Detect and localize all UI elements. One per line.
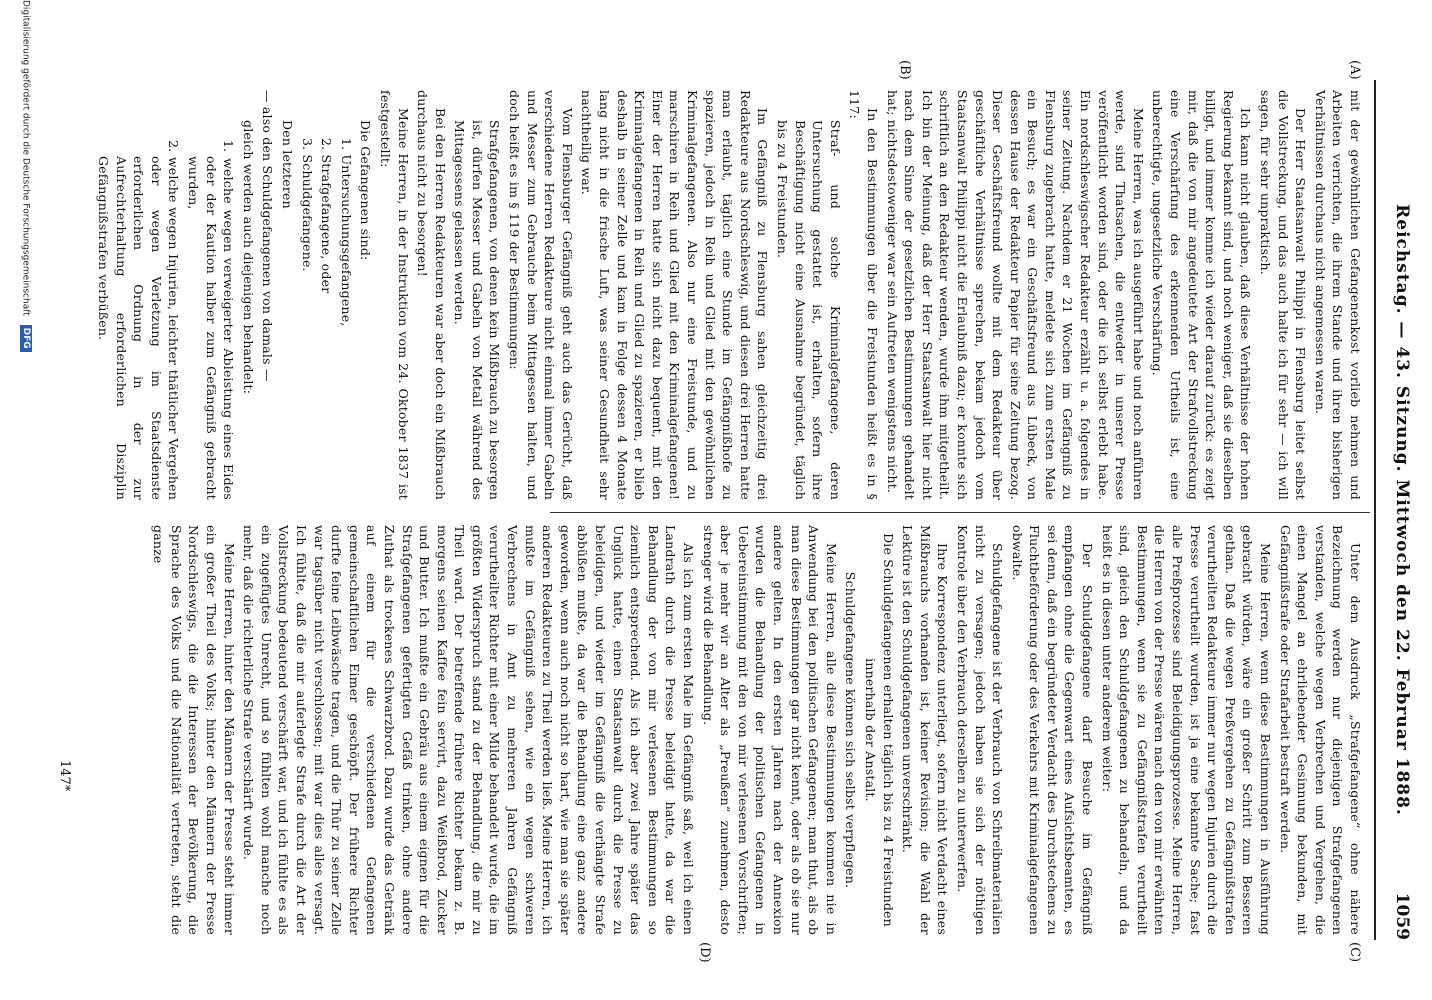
- paragraph: Straf- und solche Kriminalgefangene, deren Untersuchung gestattet ist, erhalten, sofern ihre Beschäftigung nicht eine Ausnahme begründet, täglich bis zu 4 Freistunden.: [775, 120, 843, 500]
- paragraph: Schuldgefangene ist der Verbrauch von Schreibmaterialien nicht zu versagen; jedoch haben sie sich der nöthigen Kontrole über den Verbrauch derselben zu unterwerfen.: [954, 525, 1006, 935]
- paragraph: Meine Herren, hinter den Männern der Presse steht immer ein großer Theil des Volks; hinter den Männern der Presse Nordschleswigs, die die Interessen der Bevölkerung, die Sprache des Volks und die Nationalität vertreten, steht die ganze: [151, 525, 237, 935]
- margin-marker-a: (A): [1347, 60, 1362, 80]
- digitization-text: Digitalisierung gefördert durch die Deutsche Forschungsgemeinschaft: [20, 0, 31, 316]
- paragraph: Meine Herren, in der Instruktion vom 24. Oktober 1837 ist festgestellt:: [377, 90, 411, 500]
- paragraph: Als ich zum ersten Male im Gefängniß saß, weil ich einen Landrath durch die Presse beleidigt hatte, da war die Behandlung der von mir verlesenen Bestimmungen so ziemlich entsprechend. Als ich aber zwei Jahre später das Unglück hatte, einen Staatsanwalt durch die Presse zu beleidigen, und wieder im Gefängniß die verhängte Strafe abbüßen mußte, da war die Behandlung eine ganz andere geworden, wenn auch noch nicht so hart, wie man sie später anderen Redakteuren zu Theil werden ließ. Meine Herren, ich mußte im Gefängniß sehen, wie ein wegen schweren Verbrechens in Amt zu mehreren Jahren Gefängniß verurtheilter Richter mit einer Milde behandelt wurde, die im größten Widerspruch stand zu der Behandlung, die mir zu Theil ward. Der betreffende frühere Richter bekam z. B. morgens seinen Kaffee fein servirt, dazu Weißbrod, Zucker und Butter. Ich mußte ein Gebräu aus einem eignen für die Strafgefangenen gefertigten Gefäß trinken, ohne andere Zuthat als trockenes Schwarzbrod. Dazu wurde das Getränk auf einem für die verschiedenen Gefangenen gemeinschaftlichen Eimer geschöpft. Der frühere Richter durfte feine Leibwäsche tragen, und die Thür zu seiner Zelle war tagsüber nicht verschlossen; mit war dies alles versagt. Ich fühlte, daß die mir auferlegte Strafe durch die Art der Vollstreckung bedeutend verschärft war, und ich fühlte es als ein zugefügtes Unrecht, und so fühlten wohl manche noch mehr, daß die richterliche Strafe verschärft wurde.: [241, 525, 697, 935]
- paragraph: Ihre Korrespondenz unterliegt, sofern nicht Verdacht eines Mißbrauchs vorhanden ist, keiner Revision; die Wahl der Lektüre ist den Schuldgefangenen unverschränkt.: [900, 525, 951, 935]
- paragraph: Ich kann nicht glauben, daß diese Verhältnisse der hohen Regierung bekannt sind, und noch weniger, daß sie dieselben billigt, und immer komme ich wieder darauf zurück: es zeigt mir, daß die von mir angedeutete Art der Strafvollstreckung eine Verschärfung des erkennenden Urtheils ist, eine unberechtigte, ungesetzliche Verschärfung.: [1150, 90, 1254, 500]
- paragraph: gleich werden auch diejenigen behandelt:: [240, 120, 256, 395]
- paragraph: 3. Schuldgefangene.: [299, 138, 315, 272]
- paragraph: 2. Strafgefangene, oder: [319, 138, 335, 294]
- paragraph: Meine Herren, alle diese Bestimmungen kommen nie in Anwendung bei den politischen Gefangenen; man thut, als ob man diese Bestimmungen gar nicht kennt, oder als ob sie nur andere gelten. In den ersten Jahren nach der Annexion wurden die Behandlung der politischen Gefangenen in Uebereinstimmung mit den von mir verlesenen Vorschriften; aber je mehr wir an Alter als „Preußen“ zunehmen, desto strenger wird die Behandlung.: [700, 525, 839, 935]
- header-rule: [1374, 80, 1376, 940]
- column-divider: [550, 512, 1370, 513]
- signature-mark: 147*: [57, 760, 72, 792]
- paragraph: In den Bestimmungen über die Freistunden heißt es in § 117:: [847, 90, 880, 500]
- paragraph: Unter dem Ausdruck „Strafgefangene“ ohne nähere Bezeichnung werden nur diejenigen Strafgefangenen verstanden, welche wegen Verbrechen und Vergehen, die einen Mangel an ehrliebender Gesinnung bekunden, mit Gefängnißstrafe oder Strafarbeit bestraft werden.: [1277, 525, 1363, 935]
- paragraph: Den letzteren: [279, 120, 295, 209]
- paragraph: Meine Herren, wenn diese Bestimmungen in Ausführung gebracht würden, wäre ein großer Schritt zum Besseren gethan. Daß die wegen Preßvergehen zu Gefängnißstrafen verurtheilten Redakteure immer nur wegen Injurien durch die Presse verurtheilt wurden, ist ja eine bekannte Sache; fast alle Preßprozesse sind Beleidigungsprozesse. Meine Herren, die Herren von der Presse wären nach den von mir erwähnten Bestimmungen, wenn sie zu Gefängnißstrafen verurtheilt sind, gleich den Schuldgefangenen zu behandeln, und da heißt es in diesen unter anderem weiter:: [1099, 525, 1274, 935]
- dfg-logo: DFG: [20, 325, 32, 352]
- paragraph: Bei den Herren Redakteuren war aber doch ein Mißbrauch durchaus nicht zu besorgen!: [415, 90, 448, 500]
- paragraph: Der Herr Staatsanwalt Philippi in Flensburg leitet selbst die Vollstreckung, und das auch halte ich für sehr — ich will sagen, für sehr unpraktisch.: [1258, 90, 1309, 500]
- paragraph: Schuldgefangene können sich selbst verpflegen.: [843, 571, 859, 889]
- digitization-note: [4, 0, 32, 1000]
- paragraph: Strafgefangenen, von denen kein Mißbrauch zu besorgen ist, dürfen Messer und Gabeln von Metall während des Mittagessens gelassen werden.: [452, 120, 503, 500]
- margin-marker-c: (C): [1347, 942, 1362, 963]
- paragraph: Die Gefangenen sind:: [358, 120, 374, 261]
- paragraph: 2. welche wegen Injurien, leichter thätlicher Vergehen oder wegen Verletzung im Staatsdienste erforderlichen Ordnung in der zur Aufrechterhaltung erforderlichen Disziplin Gefängnißstrafen verbüßen.: [96, 140, 182, 500]
- paragraph: mit der gewöhnlichen Gefangenenkost vorlieb nehmen und Arbeiten verrichten, die ihrem Stande und ihren bisherigen Verhältnissen durchaus nicht angemessen waren.: [1312, 90, 1363, 500]
- margin-marker-b: (B): [897, 60, 912, 80]
- page-header: [1376, 80, 1412, 940]
- paragraph: — also den Schuldgefangenen von damals —: [260, 90, 276, 382]
- page-number: 1059: [1392, 892, 1412, 940]
- page-title: Reichstag. — 43. Sitzung. Mittwoch den 22. Februar 1888.: [1392, 204, 1412, 816]
- paragraph: Die Schuldgefangenen erhalten täglich bis zu 4 Freistunden innerhalb der Anstalt.: [862, 533, 896, 927]
- paragraph: Meine Herren, was ich ausgeführt habe und noch anführen werde, sind Thatsachen, die entweder in unserer Presse veröffentlicht worden sind, oder die ich selbst erlebt habe. Ein nordschleswigscher Redakteur erzählt u. a. folgendes in seiner Zeitung. Nachdem er 21 Wochen im Gefängniß zu Flensburg zugebracht hatte, meldete sich zum ersten Male ein Besuch; es war ein Geschäftsfreund aus Lübeck, von dessen Hause der Redakteur Papier für seine Zeitung bezog. Dieser Geschäftsfreund wollte mit dem Redakteur über geschäftliche Verhältnisse sprechen, bekam jedoch vom Staatsanwalt Philippi nicht die Erlaubniß dazu; er konnte sich schriftlich an den Redakteur wenden, wurde ihm mitgetheilt. Ich bin der Meinung, daß der Herr Staatsanwalt hier nicht nach dem Sinne der gesetzlichen Bestimmungen gehandelt hat; nichtsdestoweniger war sein Auftreten wenigstens nicht.: [884, 90, 1146, 500]
- paragraph: Vom Flensburger Gefängniß geht auch das Gerücht, daß verschiedene Herren Redakteure nicht einmal immer Gabeln und Messer zum Gebrauche beim Mittagessen halten, und doch heißt es im § 119 der Bestimmungen:: [507, 90, 575, 500]
- paragraph: Der Schuldgefangene darf Besuche im Gefängniß empfangen ohne die Gegenwart eines Aufsichtsbeamten, es sei denn, daß ein begründeter Verdacht des Durchstechens zu Fluchtbeförderung oder des Verkehrs mit Kriminalgefangenen obwalte.: [1009, 525, 1096, 935]
- paragraph: 1. Untersuchungsgefangene,: [338, 138, 354, 327]
- paragraph: 1. welche wegen verweigerter Ableistung eines Eides oder der Kaution halber zum Gefängniß gebracht wurden,: [186, 140, 237, 500]
- left-column: [92, 90, 1364, 500]
- margin-marker-d: (D): [697, 942, 712, 963]
- right-column: [148, 525, 1364, 935]
- paragraph: Im Gefängniß zu Flensburg sahen gleichzeitig drei Redakteure aus Nordschleswig, und diesen drei Herren hatte man erlaubt, täglich eine Stunde im Gefängnißhofe zu spazieren, jedoch in Reih und Glied mit den gewöhnlichen Kriminalgefangenen. Also nur eine Freistunde, und zu marschiren in Reih und Glied mit den Kriminalgefangenen! Einer der Herren hatte sich nicht dazu bequemt, mit den Kriminalgefangenen in Reih und Glied zu spazieren, er blieb deshalb in seiner Zelle und kam in Folge dessen 4 Monate lang nicht in die frische Luft, was seiner Gesundheit sehr nachtheilig war.: [579, 90, 771, 500]
